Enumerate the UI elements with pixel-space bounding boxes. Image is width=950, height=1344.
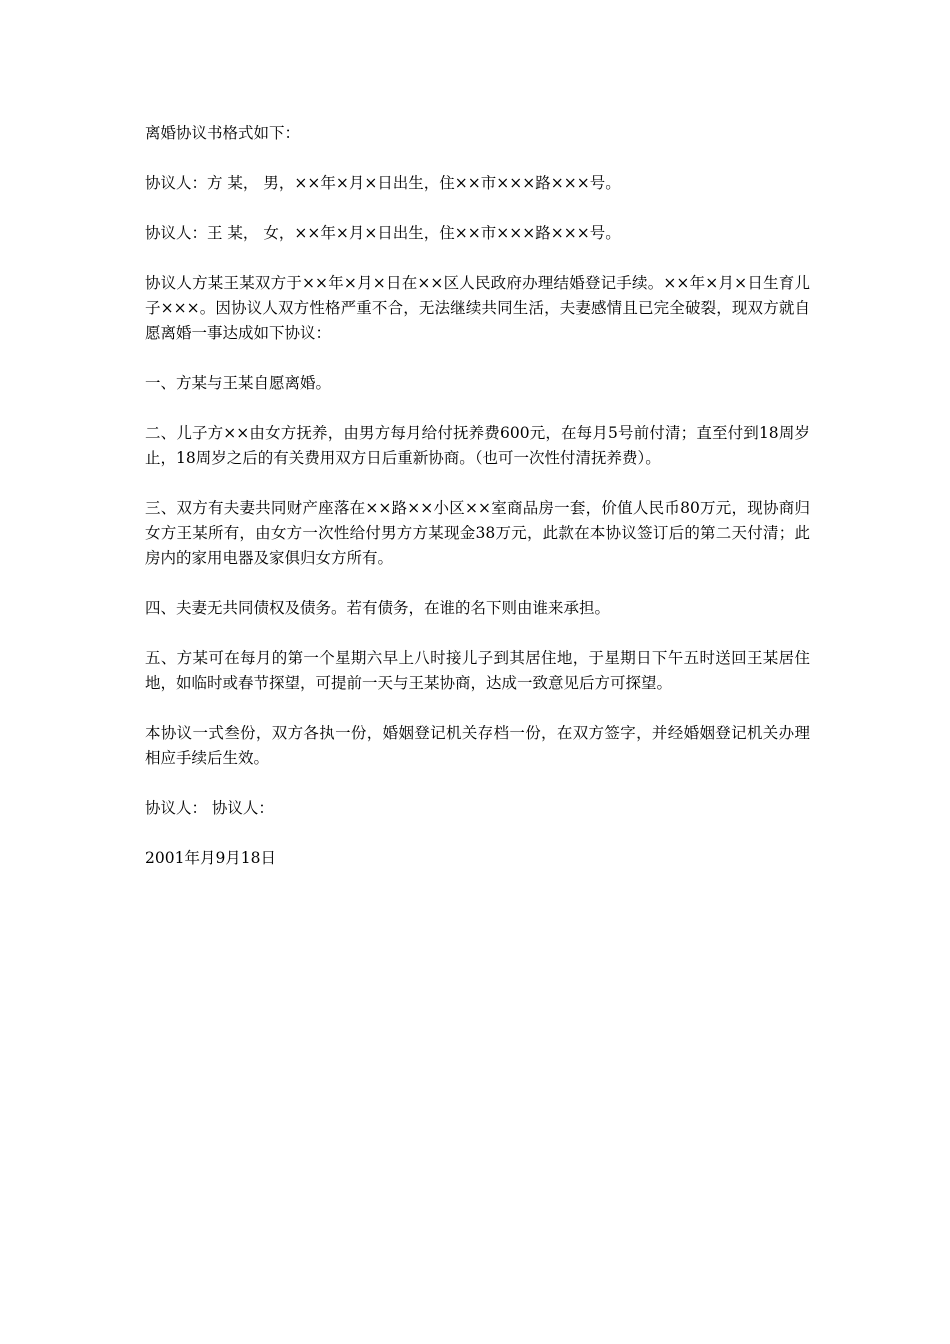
- clause-3: 三、双方有夫妻共同财产座落在××路××小区××室商品房一套，价值人民币80万元，现协商归女方王某所有，由女方一次性给付男方方某现金38万元，此款在本协议签订后的第二天付清；此房内的家用电器及家俱归女方所有。: [145, 499, 810, 567]
- signature-line: 协议人： 协议人：: [145, 799, 274, 817]
- document-body: [145, 121, 810, 896]
- party-1-line: 协议人：方 某， 男，××年×月×日出生，住××市×××路×××号。: [145, 174, 621, 192]
- document-heading: 离婚协议书格式如下：: [145, 124, 301, 142]
- clause-5: 五、方某可在每月的第一个星期六早上八时接儿子到其居住地，于星期日下午五时送回王某居住地，如临时或春节探望，可提前一天与王某协商，达成一致意见后方可探望。: [145, 649, 810, 692]
- clause-2: 二、儿子方××由女方抚养，由男方每月给付抚养费600元，在每月5号前付清；直至付到18周岁止，18周岁之后的有关费用双方日后重新协商。（也可一次性付清抚养费）。: [145, 424, 810, 467]
- date-line: 2001年月9月18日: [145, 849, 277, 867]
- clause-4: 四、夫妻无共同债权及债务。若有债务，在谁的名下则由谁来承担。: [145, 599, 611, 617]
- clause-1: 一、方某与王某自愿离婚。: [145, 374, 332, 392]
- effectiveness-paragraph: 本协议一式叁份，双方各执一份，婚姻登记机关存档一份，在双方签字，并经婚姻登记机关办理相应手续后生效。: [145, 724, 810, 767]
- party-2-line: 协议人：王 某， 女，××年×月×日出生，住××市×××路×××号。: [145, 224, 621, 242]
- preamble-paragraph: 协议人方某王某双方于××年×月×日在××区人民政府办理结婚登记手续。××年×月×日生育儿子×××。因协议人双方性格严重不合，无法继续共同生活，夫妻感情且已完全破裂，现双方就自愿离婚一事达成如下协议：: [145, 274, 810, 342]
